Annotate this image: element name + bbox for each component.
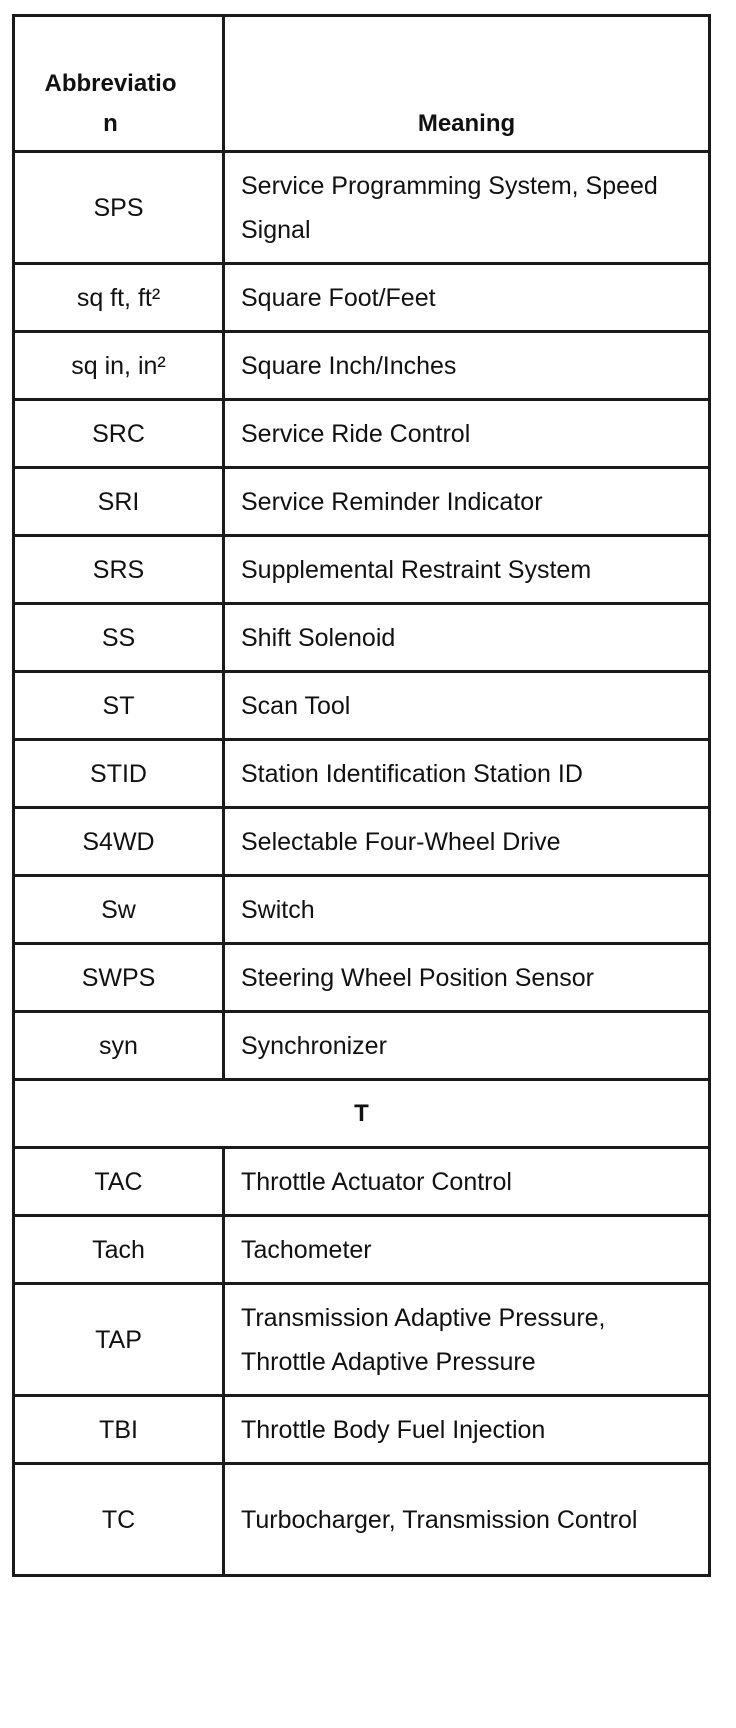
meaning-cell: Tachometer: [224, 1216, 710, 1284]
table-row: [14, 604, 710, 672]
meaning-cell: Steering Wheel Position Sensor: [224, 944, 710, 1012]
table-row: [14, 468, 710, 536]
table-row: [14, 400, 710, 468]
abbreviation-cell: STID: [14, 740, 224, 808]
abbreviation-cell: syn: [14, 1012, 224, 1080]
table-row: [14, 944, 710, 1012]
meaning-cell: Service Reminder Indicator: [224, 468, 710, 536]
table-row: [14, 152, 710, 264]
table-row: [14, 672, 710, 740]
abbreviation-cell: Tach: [14, 1216, 224, 1284]
section-header-row: [14, 1080, 710, 1148]
meaning-cell: Throttle Body Fuel Injection: [224, 1396, 710, 1464]
meaning-cell: Turbocharger, Transmission Control: [224, 1464, 710, 1576]
abbreviation-cell: sq in, in²: [14, 332, 224, 400]
abbreviation-cell: TC: [14, 1464, 224, 1576]
table-row: [14, 1284, 710, 1396]
meaning-cell: Synchronizer: [224, 1012, 710, 1080]
meaning-cell: Switch: [224, 876, 710, 944]
meaning-cell: Selectable Four-Wheel Drive: [224, 808, 710, 876]
abbreviation-cell: ST: [14, 672, 224, 740]
meaning-cell: Scan Tool: [224, 672, 710, 740]
table-row: [14, 740, 710, 808]
section-letter-t: T: [14, 1080, 710, 1148]
meaning-cell: Station Identification Station ID: [224, 740, 710, 808]
meaning-cell: Service Ride Control: [224, 400, 710, 468]
abbreviation-cell: TAC: [14, 1148, 224, 1216]
abbreviation-cell: SPS: [14, 152, 224, 264]
table-header-row: [14, 16, 710, 152]
table-row: [14, 1396, 710, 1464]
meaning-cell: Service Programming System, Speed Signal: [224, 152, 710, 264]
abbreviation-cell: SRC: [14, 400, 224, 468]
meaning-cell: Supplemental Restraint System: [224, 536, 710, 604]
abbreviation-cell: TAP: [14, 1284, 224, 1396]
table-row: [14, 1148, 710, 1216]
abbreviation-cell: Sw: [14, 876, 224, 944]
abbreviation-table: [12, 14, 711, 1577]
meaning-column-header: Meaning: [224, 16, 710, 152]
abbreviation-cell: TBI: [14, 1396, 224, 1464]
table-row: [14, 876, 710, 944]
abbreviation-cell: SWPS: [14, 944, 224, 1012]
meaning-cell: Shift Solenoid: [224, 604, 710, 672]
meaning-cell: Square Foot/Feet: [224, 264, 710, 332]
abbreviation-cell: SS: [14, 604, 224, 672]
table-row: [14, 1464, 710, 1576]
table-row: [14, 1012, 710, 1080]
meaning-cell: Throttle Actuator Control: [224, 1148, 710, 1216]
meaning-cell: Square Inch/Inches: [224, 332, 710, 400]
table-row: [14, 536, 710, 604]
table-row: [14, 264, 710, 332]
abbreviation-cell: SRS: [14, 536, 224, 604]
meaning-cell: Transmission Adaptive Pressure, Throttle Adaptive Pressure: [224, 1284, 710, 1396]
abbreviation-cell: SRI: [14, 468, 224, 536]
table-row: [14, 1216, 710, 1284]
table-row: [14, 332, 710, 400]
abbreviation-cell: S4WD: [14, 808, 224, 876]
table-row: [14, 808, 710, 876]
abbreviation-cell: sq ft, ft²: [14, 264, 224, 332]
abbreviation-column-header: Abbreviation: [14, 16, 224, 152]
